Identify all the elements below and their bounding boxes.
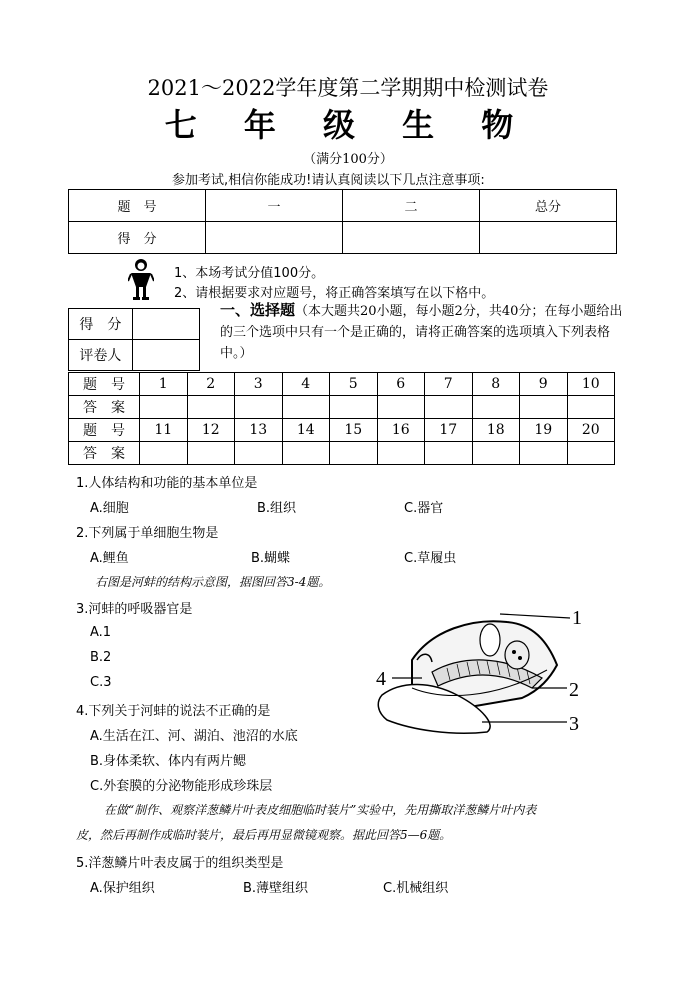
question-1-option-c[interactable]: C.器官: [404, 501, 444, 516]
question-number-cell: 14: [282, 419, 330, 442]
question-number-cell: 1: [140, 373, 188, 396]
answer-cell[interactable]: [425, 396, 473, 419]
score-label-cell: 得 分: [69, 222, 206, 254]
answer-cell[interactable]: [377, 396, 425, 419]
score-value-cell[interactable]: [480, 222, 617, 254]
question-number-cell: 18: [472, 419, 520, 442]
score-table-header-row: [69, 190, 617, 222]
grader-name-label: 评卷人: [69, 340, 133, 371]
question-3-option-b[interactable]: B.2: [90, 650, 112, 665]
question-3-option-a[interactable]: A.1: [90, 625, 112, 640]
question-2-option-a[interactable]: A.鲤鱼: [90, 551, 129, 566]
question-5-stem: 5.洋葱鳞片叶表皮属于的组织类型是: [76, 856, 284, 871]
answer-grid-number-row: [69, 373, 615, 396]
answer-cell[interactable]: [235, 442, 283, 465]
answer-grid-answer-row: [69, 396, 615, 419]
question-5-option-c[interactable]: C.机械组织: [383, 881, 449, 896]
question-4-stem: 4.下列关于河蚌的说法不正确的是: [76, 704, 271, 719]
question-number-cell: 10: [567, 373, 615, 396]
grader-table: [68, 308, 200, 371]
question-number-cell: 19: [520, 419, 568, 442]
answer-cell[interactable]: [140, 396, 188, 419]
score-value-cell[interactable]: [343, 222, 480, 254]
question-number-cell: 17: [425, 419, 473, 442]
answer-cell[interactable]: [330, 396, 378, 419]
question-3-stem: 3.河蚌的呼吸器官是: [76, 602, 193, 617]
answer-cell[interactable]: [520, 442, 568, 465]
answer-grid: [68, 372, 615, 465]
score-header-cell: 一: [206, 190, 343, 222]
question-5-option-a[interactable]: A.保护组织: [90, 881, 155, 896]
question-number-cell: 2: [187, 373, 235, 396]
question-number-cell: 13: [235, 419, 283, 442]
answer-cell[interactable]: [520, 396, 568, 419]
question-4-option-a[interactable]: A.生活在江、河、湖泊、池沼的水底: [90, 729, 298, 744]
question-2-option-b[interactable]: B.蝴蝶: [251, 551, 291, 566]
answer-cell[interactable]: [472, 396, 520, 419]
experiment-instruction-line-2: 皮，然后再制作成临时装片，最后再用显微镜观察。据此回答5—6题。: [76, 828, 452, 842]
figure-label-3: 3: [569, 713, 579, 735]
answer-grid-number-row: [69, 419, 615, 442]
question-1-option-b[interactable]: B.组织: [257, 501, 297, 516]
notice-text: 参加考试,相信你能成功!请认真阅读以下几点注意事项:: [172, 173, 485, 188]
score-header-cell: 题 号: [69, 190, 206, 222]
question-number-cell: 3: [235, 373, 283, 396]
rule-1: 1、本场考试分值100分。: [174, 266, 325, 281]
figure-label-4: 4: [376, 668, 386, 690]
question-number-cell: 6: [377, 373, 425, 396]
mussel-structure-diagram: [372, 600, 594, 740]
question-number-cell: 15: [330, 419, 378, 442]
answer-cell[interactable]: [472, 442, 520, 465]
answer-grid-num-label: 题 号: [69, 373, 140, 396]
grader-score-label: 得 分: [69, 309, 133, 340]
answer-cell[interactable]: [377, 442, 425, 465]
question-2-option-c[interactable]: C.草履虫: [404, 551, 457, 566]
question-number-cell: 16: [377, 419, 425, 442]
answer-cell[interactable]: [567, 442, 615, 465]
question-4-option-c[interactable]: C.外套膜的分泌物能形成珍珠层: [90, 779, 273, 794]
answer-cell[interactable]: [282, 442, 330, 465]
answer-cell[interactable]: [187, 442, 235, 465]
answer-grid-answer-row: [69, 442, 615, 465]
question-number-cell: 20: [567, 419, 615, 442]
question-number-cell: 7: [425, 373, 473, 396]
figure-instruction-3-4: 右图是河蚌的结构示意图，据图回答3-4题。: [95, 575, 331, 589]
score-header-cell: 二: [343, 190, 480, 222]
answer-cell[interactable]: [282, 396, 330, 419]
section-one-heading: 一、选择题: [220, 301, 296, 319]
answer-cell[interactable]: [140, 442, 188, 465]
question-1-option-a[interactable]: A.细胞: [90, 501, 129, 516]
answer-cell[interactable]: [187, 396, 235, 419]
question-number-cell: 5: [330, 373, 378, 396]
answer-cell[interactable]: [330, 442, 378, 465]
question-2-stem: 2.下列属于单细胞生物是: [76, 526, 219, 541]
question-3-option-c[interactable]: C.3: [90, 675, 112, 690]
answer-grid-ans-label: 答 案: [69, 396, 140, 419]
grader-name-cell[interactable]: [132, 340, 199, 371]
subject-title: 七 年 级 生 物: [164, 106, 532, 144]
answer-cell[interactable]: [235, 396, 283, 419]
answer-cell[interactable]: [567, 396, 615, 419]
answer-cell[interactable]: [425, 442, 473, 465]
section-one-intro: [220, 300, 630, 364]
experiment-instruction-line-1: 在做“制作、观察洋葱鳞片叶表皮细胞临时装片”实验中，先用撕取洋葱鳞片叶内表: [104, 803, 537, 817]
figure-label-1: 1: [572, 607, 582, 629]
score-header-cell: 总分: [480, 190, 617, 222]
section-one-description: （本大题共20小题，每小题2分，共40分；在每小题给出的三个选项中只有一个是正确的，请将正确答案的选项填入下列表格中。）: [220, 304, 623, 361]
score-table: [68, 189, 617, 254]
grader-score-cell[interactable]: [132, 309, 199, 340]
figure-label-2: 2: [569, 679, 579, 701]
score-table-value-row: [69, 222, 617, 254]
exam-title: 2021～2022学年度第二学期期中检测试卷: [147, 76, 549, 100]
question-number-cell: 12: [187, 419, 235, 442]
question-number-cell: 4: [282, 373, 330, 396]
score-value-cell[interactable]: [206, 222, 343, 254]
full-score: （满分100分）: [303, 152, 393, 167]
question-number-cell: 8: [472, 373, 520, 396]
answer-grid-ans-label: 答 案: [69, 442, 140, 465]
answer-grid-num-label: 题 号: [69, 419, 140, 442]
question-5-option-b[interactable]: B.薄壁组织: [243, 881, 309, 896]
question-number-cell: 11: [140, 419, 188, 442]
question-number-cell: 9: [520, 373, 568, 396]
question-1-stem: 1.人体结构和功能的基本单位是: [76, 476, 258, 491]
question-4-option-b[interactable]: B.身体柔软、体内有两片鳃: [90, 754, 247, 769]
rule-2: 2、请根据要求对应题号，将正确答案填写在以下格中。: [174, 286, 495, 301]
student-mascot-icon: [128, 257, 154, 301]
